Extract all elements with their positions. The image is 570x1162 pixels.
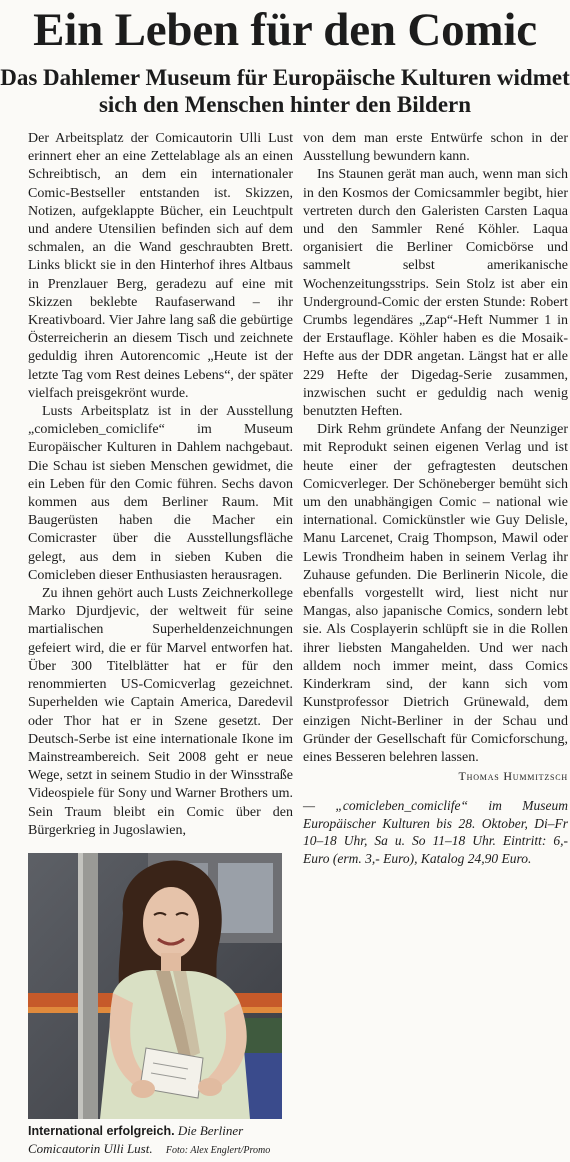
article-column-right [303, 130, 568, 867]
paragraph: Ins Staunen gerät man auch, wenn man sich in den Kosmos der Comicsammler begibt, hier vertreten durch den Galeristen Carsten Laqua und den Sammler René Köhler. Laqua organisiert die Berliner Comicbörse und sammelt selbst amerikanische Wochenzeitungsstrips. Sein Stolz ist aber ein Underground-Comic der ersten Stunde: Robert Crumbs legendäres „Zap“-Heft Nummer 1 in der Erstauflage. Köhler haben es die Mosaik-Hefte aus der DDR angetan. Längst hat er alle 229 Hefte der Digedag-Serie zusammen, inzwischen sucht er geduldig nach wenig benutzten Heften. [303, 167, 568, 420]
caption-bold: International erfolgreich. [28, 1124, 175, 1138]
headline: Ein Leben für den Comic [33, 4, 537, 56]
photo-credit: Foto: Alex Englert/Promo [165, 1145, 271, 1156]
exhibition-info: — „comicleben_comiclife“ im Museum Europäischer Kulturen bis 28. Oktober, Di–Fr 10–18 Uhr, Sa u. So 11–18 Uhr. Eintritt: 6,- Euro (erm. 3,- Euro), Katalog 24,90 Euro. [303, 798, 568, 866]
paragraph: von dem man erste Entwürfe schon in der Ausstellung bewundern kann. [303, 131, 568, 165]
article-column-left [28, 130, 293, 840]
paragraph: Lusts Arbeitsplatz ist in der Ausstellung „comicleben_comiclife“ im Museum Europäischer Kulturen in Dahlem nachgebaut. Die Schau ist sieben Menschen gewidmet, die ein Leben für den Comic führen. Sechs davon kommen aus dem Berliner Raum. Mit Baugerüsten haben die Macher ein Comicraster über die Ausstellungsfläche gelegt, aus dem in sieben Kuben die Comicleben dieser Enthusiasten herausragen. [28, 404, 293, 583]
paragraph: Zu ihnen gehört auch Lusts Zeichnerkollege Marko Djurdjevic, der weltweit für seine martialischen Superheldenzeichnungen gefeiert wird, die er für Marvel entworfen hat. Über 300 Titelblätter hat er für den renommierten US-Comicverlag gezeichnet. Superhelden wie Captain America, Daredevil oder Thor hat er in Szene gesetzt. Der Deutsch-Serbe ist eine internationale Ikone im Mainstreambereich. Seit 2008 geht er neue Wege, setzt in seinem Studio in der Winsstraße Videospiele für Sony und Warner Brothers um. Sein Traum bleibt ein Comic über den Bürgerkrieg in Jugoslawien, [28, 586, 293, 838]
author-byline: Thomas Hummitzsch [458, 769, 568, 784]
portrait-photo [28, 853, 282, 1119]
subhead: Das Dahlemer Museum für Europäische Kulturen widmet sich den Menschen hinter den Bildern [0, 65, 570, 117]
paragraph: Dirk Rehm gründete Anfang der Neunziger mit Reprodukt seinen eigenen Verlag und ist heute einer der gefragtesten deutschen Comicverleger. Der Schöneberger bemüht sich um den unabhängigen Comic – national wie international. Comickünstler wie Guy Delisle, Manu Larcenet, Craig Thompson, Mawil oder Lewis Trondheim haben in seinem Verlag ihr Zuhause gefunden. Die Berlinerin Nicole, die ebenfalls vorgestellt wird, liest nicht nur Mangas, also japanische Comics, sondern lebt sie. Als Cosplayerin schlüpft sie in die Rollen ihrer liebsten Mangahelden. Und wer nach alldem noch immer meint, dass Comics Kinderkram sind, der kann sich vom Kunstprofessor Dietrich Grünewald, dem einzigen Nicht-Berliner in der Schau und Gründer der Gesellschaft für Comicforschung, eines Besseren belehren lassen. [303, 422, 568, 765]
photo-caption [28, 1122, 284, 1159]
caption-text: Die Berliner Comicautorin Ulli Lust. [28, 1123, 244, 1156]
paragraph: Der Arbeitsplatz der Comicautorin Ulli Lust erinnert eher an eine Zettelablage als an einen Schreibtisch, an dem ein internationaler Comic-Bestseller entstanden ist. Skizzen, Notizen, aufgeklappte Bücher, ein Leuchtpult und andere Utensilien befinden sich auf dem schmalen, an die Wand geschraubten Brett. Links blickt sie in den Hinterhof ihres Altbaus in Prenzlauer Berg, geradezu auf eine mit Skizzen beklebte Raufaserwand – ihr Kreativboard. Vier Jahre lang saß die gebürtige Österreicherin an diesem Tisch und zeichnete geduldig ihren Autorencomic „Heute ist der letzte Tag vom Rest deines Lebens“, der später vielfach preisgekrönt wurde. [28, 131, 293, 401]
